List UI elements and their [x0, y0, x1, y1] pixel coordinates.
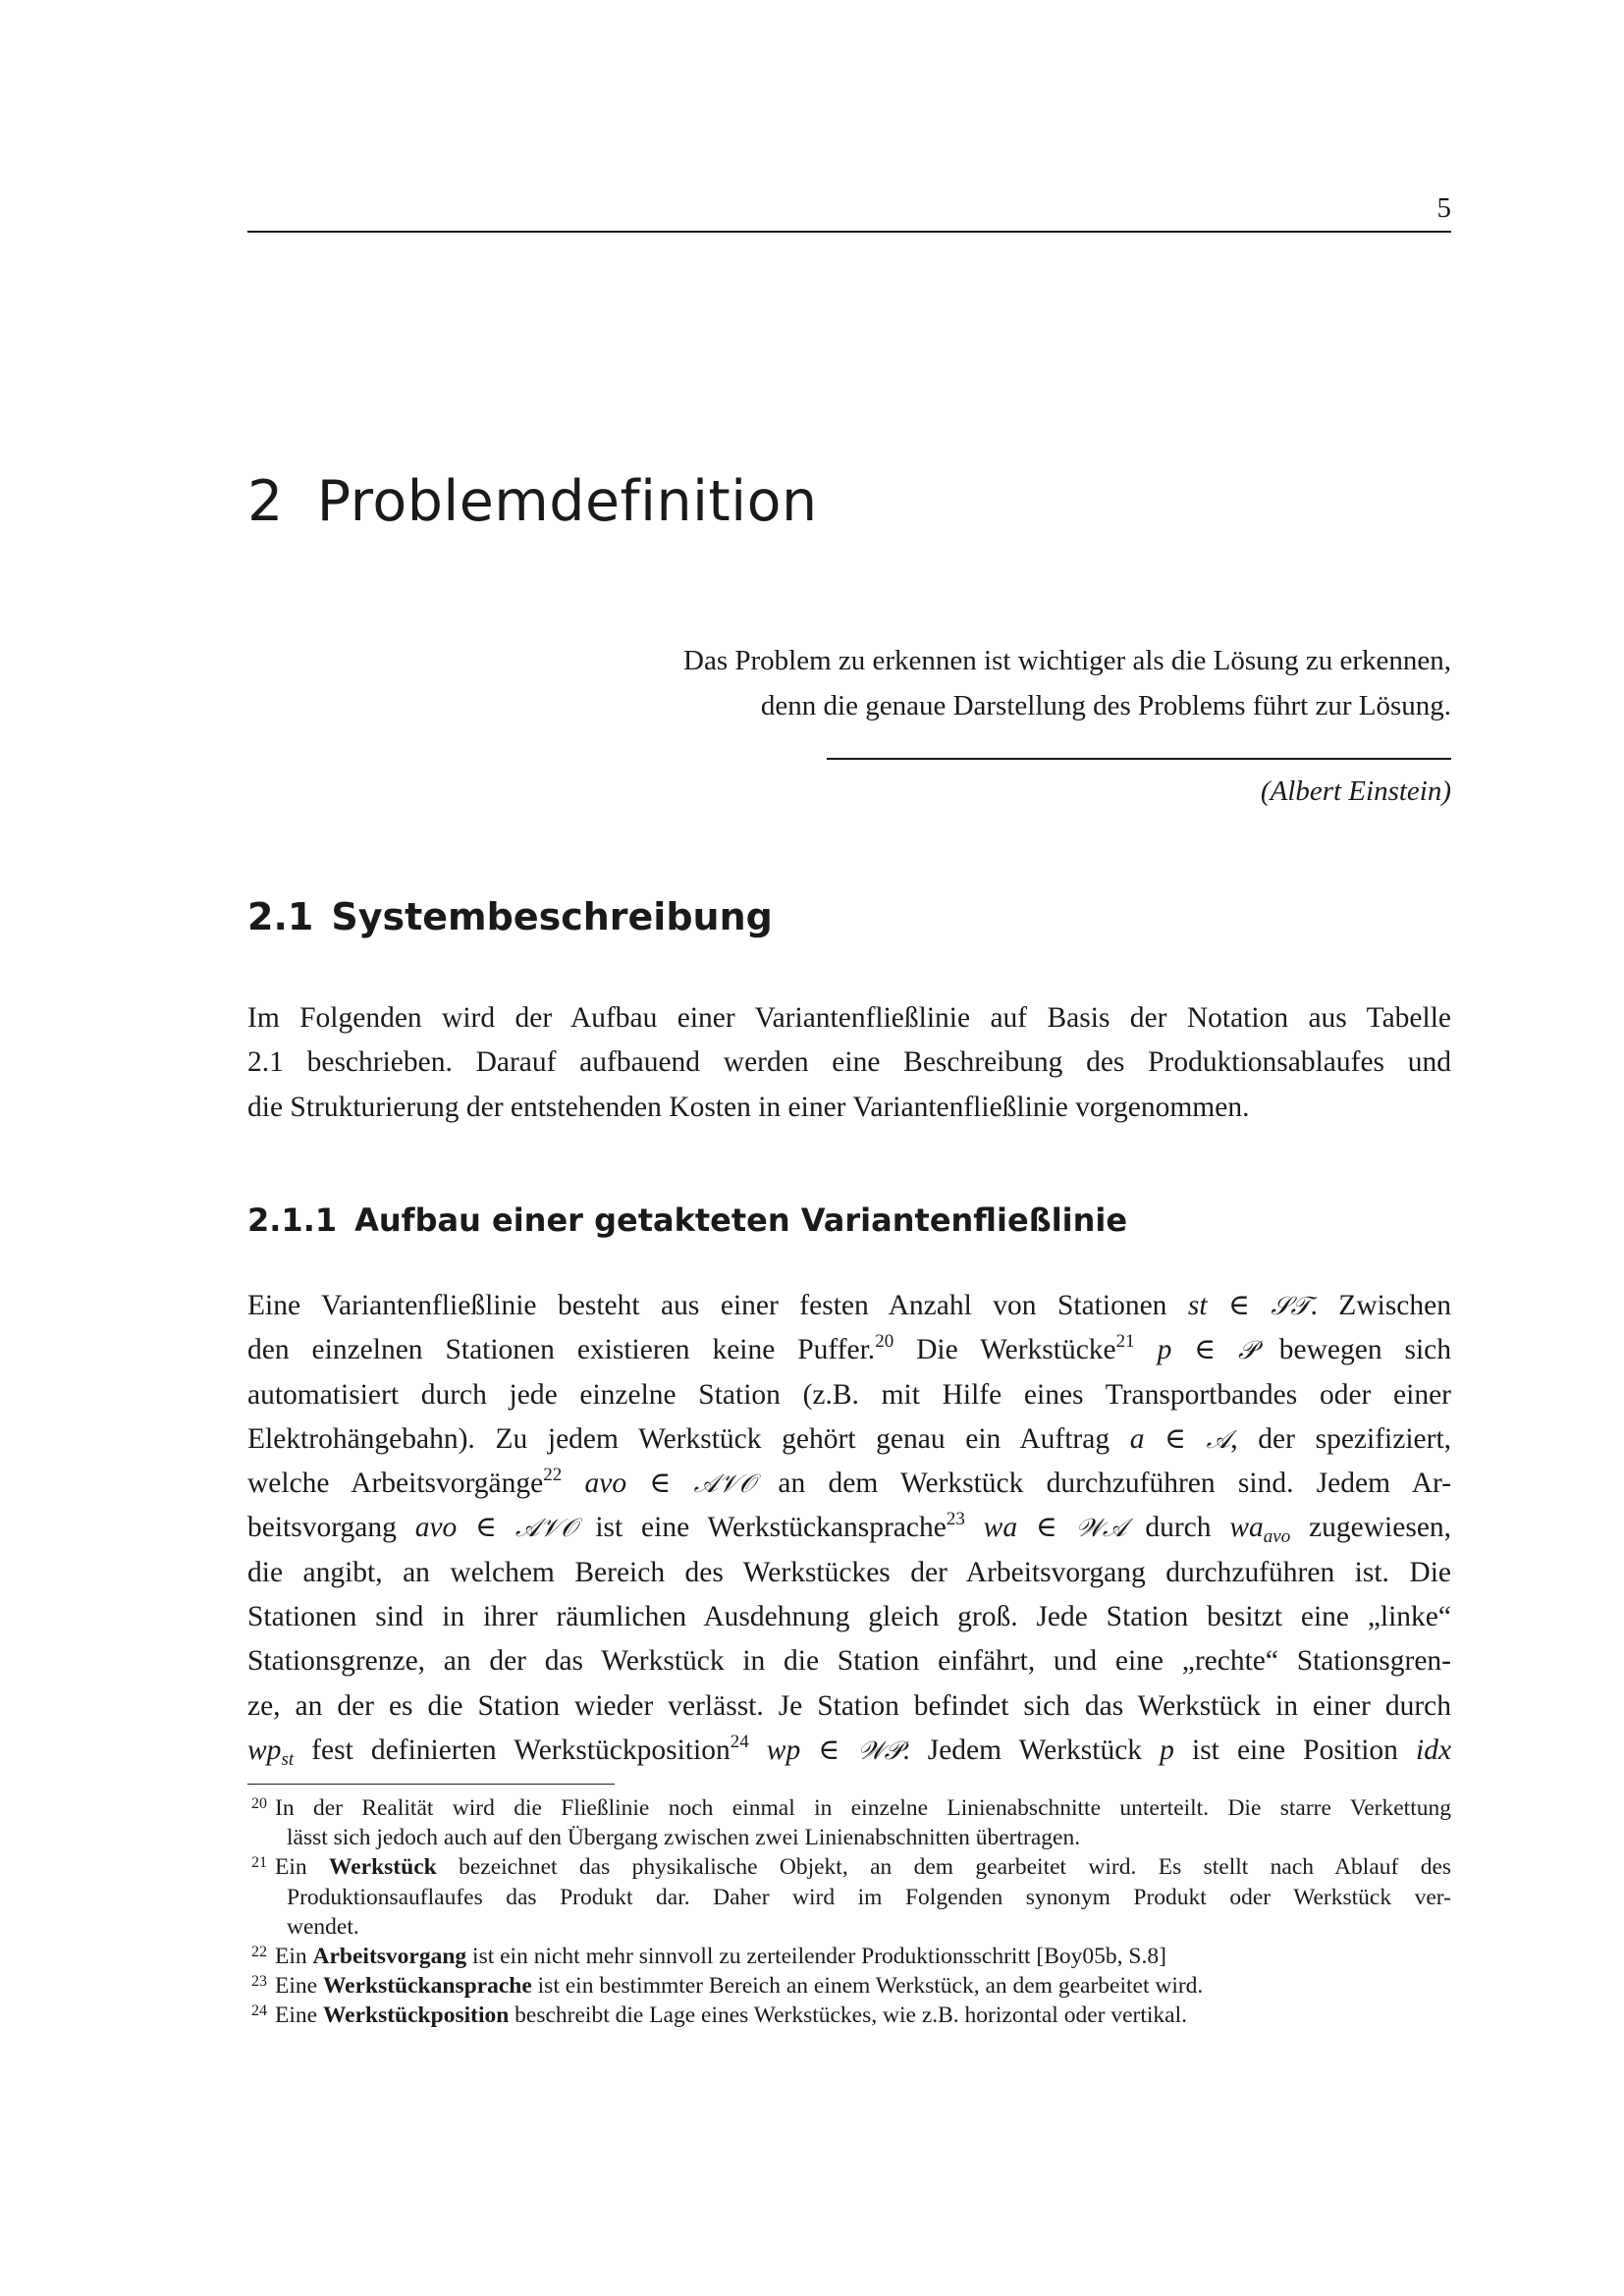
footnote-mark: 20 [251, 1795, 267, 1812]
footnote-line: lässt sich jedoch auch auf den Übergang zwischen zwei Linienabschnitten übertragen. [287, 1825, 1081, 1851]
footnote-line: Eine Werkstückposition beschreibt die Lage eines Werkstückes, wie z.B. horizontal oder vertikal. [275, 2002, 1187, 2029]
footnote-23 [247, 1971, 1451, 2001]
footnote-term: Werkstückansprache [322, 1973, 532, 2000]
text-line: 2.1 beschrieben. Darauf aufbauend werden eine Beschreibung des Produktionsablaufes und [247, 1046, 1451, 1079]
footnote-line: wendet. [287, 1913, 359, 1940]
text-line: Stationsgrenze, an der das Werkstück in die Station einfährt, und eine „rechte“ Stationsgren- [247, 1645, 1451, 1678]
epigraph-line: Das Problem zu erkennen ist wichtiger als die Lösung zu erkennen, [683, 645, 1451, 676]
text-line: ze, an der es die Station wieder verlässt. Je Station befindet sich das Werkstück in einer durch [247, 1689, 1451, 1722]
section-paragraph [247, 996, 1451, 1130]
footnote-term: Werkstück [329, 1854, 437, 1881]
page-number: 5 [1436, 192, 1451, 224]
text-line: Eine Variantenfließlinie besteht aus einer festen Anzahl von Stationen st ∈ 𝒮𝒯. Zwischen [247, 1290, 1451, 1321]
footnote-ref-24[interactable]: 24 [730, 1731, 749, 1752]
text-line: Im Folgenden wird der Aufbau einer Variantenfließlinie auf Basis der Notation aus Tabelle [247, 1002, 1451, 1034]
text-line: automatisiert durch jede einzelne Station (z.B. mit Hilfe eines Transportbandes oder einer [247, 1378, 1451, 1411]
subsection-title-text: Aufbau einer getakteten Variantenfließlinie [354, 1201, 1128, 1239]
footnote-ref-20[interactable]: 20 [875, 1331, 894, 1353]
body-paragraph [247, 1284, 1451, 1773]
text-line: welche Arbeitsvorgänge$^{22}$ avo ∈ 𝒜𝒱𝒪 an dem Werkstück durchzuführen sind. Jedem Ar- [247, 1465, 1451, 1500]
text-line: den einzelnen Stationen existieren keine Puffer.$^{20}$ Die Werkstücke$^{21}$ p ∈ 𝒫 bewegen sich [247, 1331, 1451, 1366]
chapter-title [247, 469, 818, 534]
epigraph-rule [827, 758, 1451, 760]
footnote-line: Eine Werkstückansprache ist ein bestimmter Bereich an einem Werkstück, an dem gearbeitet wird. [275, 1973, 1204, 2000]
text-line: Stationen sind in ihrer räumlichen Ausdehnung gleich groß. Jede Station besitzt eine „linke“ [247, 1601, 1451, 1633]
section-title [247, 895, 773, 938]
text-line: die angibt, an welchem Bereich des Werkstückes der Arbeitsvorgang durchzuführen ist. Die [247, 1556, 1451, 1588]
footnote-line: Produktionsauflaufes das Produkt dar. Daher wird im Folgenden synonym Produkt oder Werkstück ver- [287, 1884, 1451, 1910]
text-line: die Strukturierung der entstehenden Kosten in einer Variantenfließlinie vorgenommen. [247, 1091, 1250, 1123]
footnote-20 [247, 1793, 1451, 1852]
section-number: 2.1 [247, 895, 314, 938]
footnote-line: Ein Werkstück bezeichnet das physikalische Objekt, an dem gearbeitet wird. Es stellt nach Ablauf des [275, 1854, 1452, 1881]
text-line: $wp_{st}$ fest definierten Werkstückposition$^{24}$ wp ∈ 𝒲𝒫. Jedem Werkstück p ist eine Position idx [247, 1731, 1451, 1770]
subsection-number: 2.1.1 [247, 1201, 338, 1239]
footnote-ref-22[interactable]: 22 [543, 1465, 563, 1486]
footnote-24 [247, 2001, 1451, 2030]
header-rule [247, 231, 1451, 233]
footnote-mark: 23 [251, 1973, 267, 1991]
chapter-title-text: Problemdefinition [316, 469, 818, 534]
footnote-mark: 21 [251, 1854, 267, 1872]
footnote-ref-23[interactable]: 23 [946, 1509, 965, 1530]
footnote-term: Werkstückposition [322, 2002, 510, 2029]
text-line: beitsvorgang avo ∈ 𝒜𝒱𝒪 ist eine Werkstückansprache$^{23}$ wa ∈ 𝒲𝒜 durch $wa_{avo}$ zugewiesen, [247, 1509, 1451, 1548]
text-line: Elektrohängebahn). Zu jedem Werkstück gehört genau ein Auftrag a ∈ 𝒜, der spezifiziert, [247, 1422, 1451, 1455]
footnote-term: Arbeitsvorgang [312, 1944, 467, 1970]
footnote-21 [247, 1852, 1451, 1942]
footnote-line: In der Realität wird die Fließlinie noch einmal in einzelne Linienabschnitte unterteilt. Die starre Verkettung [275, 1795, 1451, 1821]
footnotes [247, 1793, 1451, 2031]
subsection-title [247, 1201, 1127, 1239]
footnote-ref-21[interactable]: 21 [1115, 1331, 1135, 1353]
footnote-line: Ein Arbeitsvorgang ist ein nicht mehr sinnvoll zu zerteilender Produktionsschritt [Boy05b, S.8] [275, 1944, 1166, 1970]
chapter-number: 2 [247, 469, 284, 534]
footnote-rule [247, 1784, 615, 1785]
section-title-text: Systembeschreibung [331, 895, 773, 938]
footnote-mark: 22 [251, 1944, 267, 1961]
epigraph-author: (Albert Einstein) [1260, 775, 1451, 807]
epigraph-line: denn die genaue Darstellung des Problems führt zur Lösung. [760, 690, 1451, 721]
epigraph-quote [550, 638, 1451, 728]
footnote-22 [247, 1942, 1451, 1971]
footnote-mark: 24 [251, 2002, 267, 2020]
